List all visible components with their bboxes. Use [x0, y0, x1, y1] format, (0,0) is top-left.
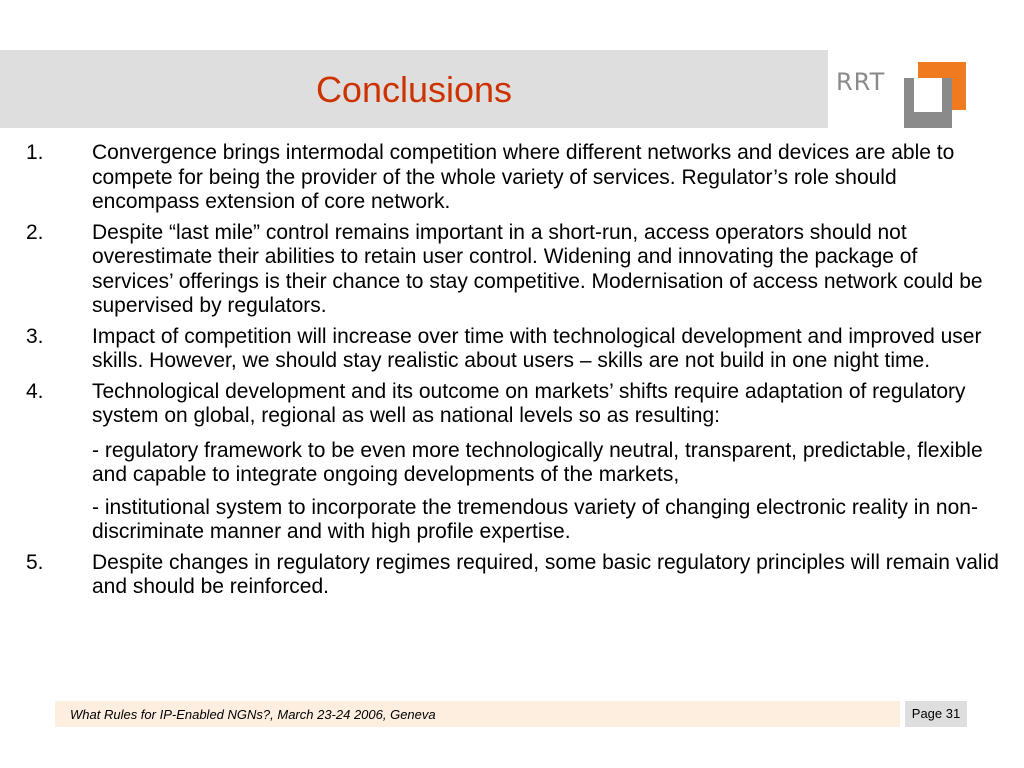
item-text: Technological development and its outcome on markets’ shifts require adaptation of regulatory system on global, regional as well as national levels so as resulting: — [92, 379, 966, 427]
item-number: 3. — [26, 324, 44, 348]
sub-item: - institutional system to incorporate the tremendous variety of changing electronic reality in non-discriminate manner and with high profile expertise. — [92, 495, 978, 543]
conclusions-list — [26, 141, 1001, 606]
rrt-logo — [832, 56, 972, 132]
sub-item: - regulatory framework to be even more technologically neutral, transparent, predictable, flexible and capable to integrate ongoing developments of the markets, — [92, 438, 983, 486]
item-number: 2. — [26, 220, 44, 244]
item-text: Impact of competition will increase over time with technological development and improved user skills. However, we should stay realistic about users – skills are not build in one night time. — [92, 324, 982, 372]
list-item — [26, 141, 1001, 215]
logo-white-center — [914, 78, 942, 112]
list-item — [26, 380, 1001, 429]
item-text: Convergence brings intermodal competition where different networks and devices are able to compete for being the provider of the whole variety of services. Regulator’s role should encompass extension of core network. — [92, 141, 955, 213]
item-number: 5. — [26, 550, 44, 574]
item-text: Despite changes in regulatory regimes required, some basic regulatory principles will remain valid and should be reinforced. — [92, 550, 999, 598]
list-item — [26, 325, 1001, 374]
item-text: Despite “last mile” control remains important in a short-run, access operators should not overestimate their abilities to retain user control. Widening and innovating the package of services’ offerings is their chance to stay competitive. Modernisation of access network could be supervised by regulators. — [92, 220, 983, 317]
list-item — [26, 551, 1001, 600]
footer-text: What Rules for IP-Enabled NGNs?, March 23-24 2006, Geneva — [70, 707, 436, 722]
item-number: 4. — [26, 379, 44, 403]
item-number: 1. — [26, 141, 44, 164]
list-item — [26, 221, 1001, 319]
slide-title: Conclusions — [315, 69, 513, 110]
logo-text: RRT — [836, 68, 886, 96]
page-number: Page 31 — [905, 701, 967, 727]
